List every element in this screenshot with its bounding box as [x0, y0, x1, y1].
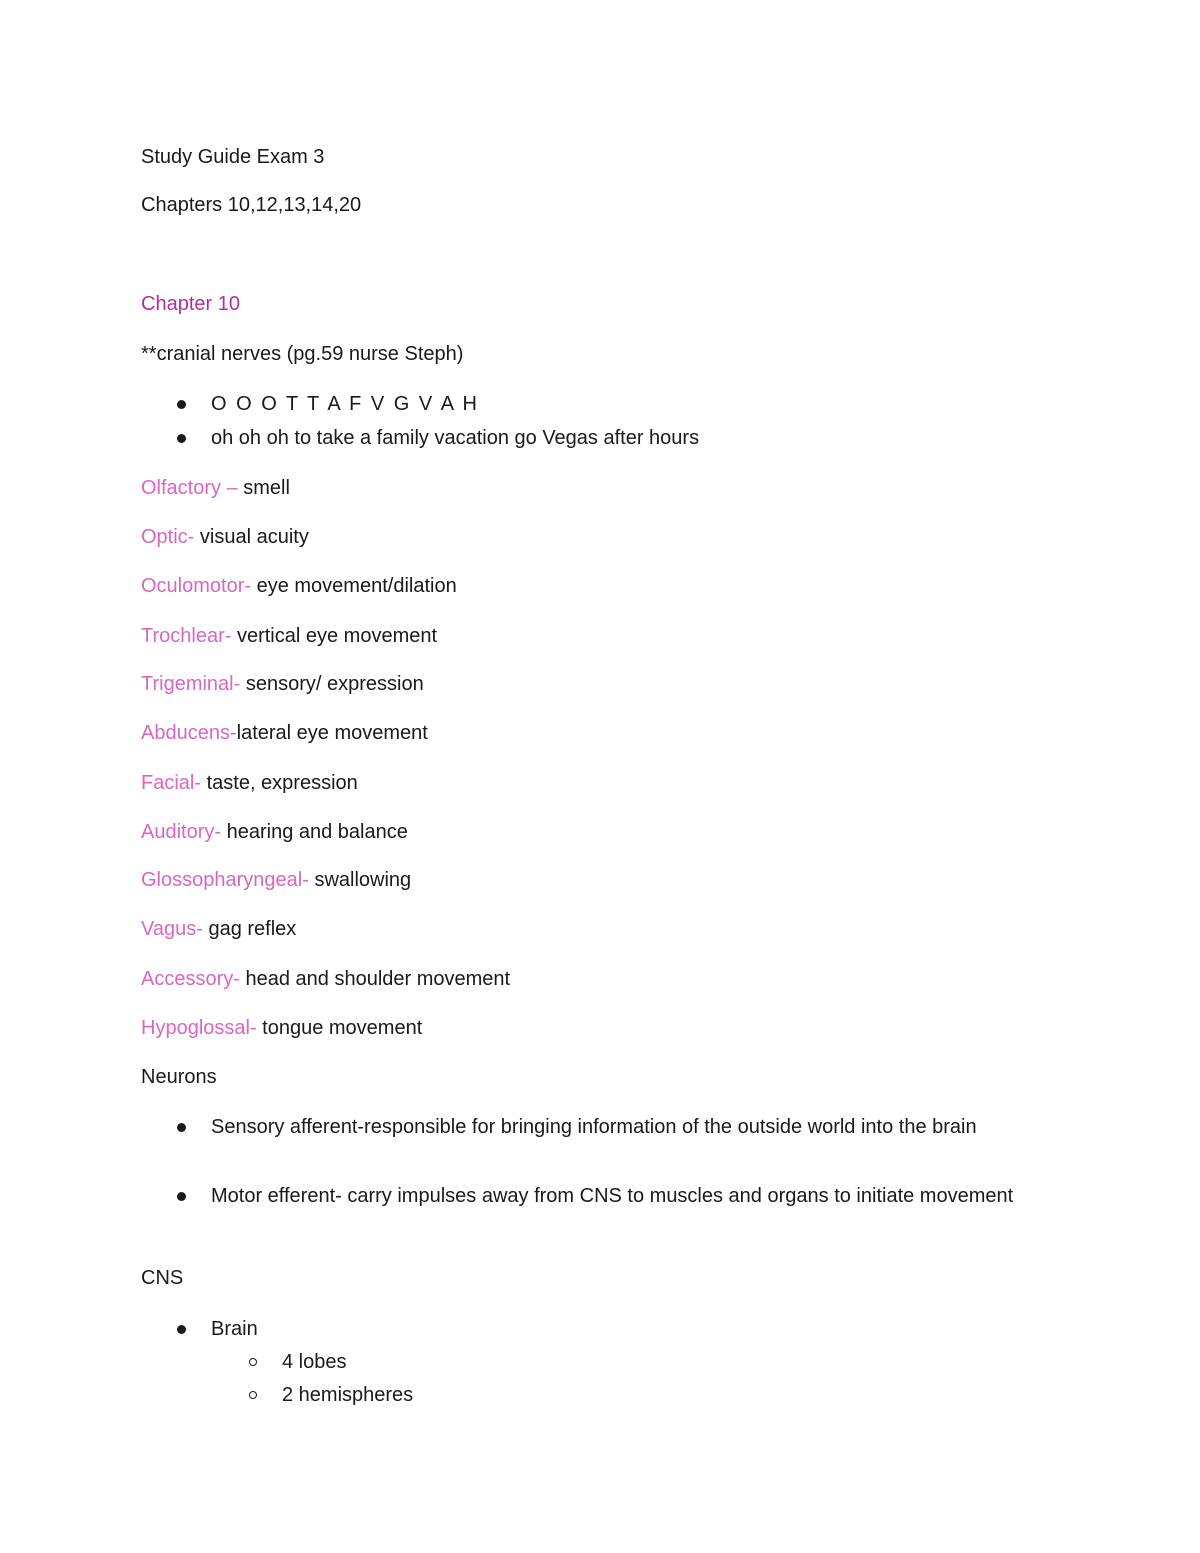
- neuron-motor-text: Motor efferent- carry impulses away from CNS to muscles and organs to initiate movement: [211, 1185, 1014, 1207]
- nerve-vagus: [141, 916, 296, 942]
- nerve-desc: lateral eye movement: [236, 722, 428, 744]
- nerve-desc: visual acuity: [199, 526, 309, 548]
- cns-heading: CNS: [141, 1267, 184, 1289]
- nerve-name: Auditory-: [141, 821, 227, 843]
- brain-sub-text: 2 hemispheres: [282, 1384, 414, 1406]
- nerve-name: Optic-: [141, 526, 200, 548]
- nerve-name: Accessory-: [141, 968, 246, 990]
- nerve-oculomotor: [141, 573, 457, 599]
- bullet-icon: [177, 400, 186, 409]
- chapters-list: Chapters 10,12,13,14,20: [141, 194, 362, 216]
- nerve-name: Vagus-: [141, 918, 209, 940]
- mnemonic-letters: O O O T T A F V G V A H: [211, 393, 479, 415]
- nerve-desc: swallowing: [314, 869, 412, 891]
- nerve-facial: [141, 770, 358, 796]
- nerve-abducens: [141, 720, 428, 746]
- nerve-name: Trochlear-: [141, 625, 237, 647]
- nerve-desc: smell: [243, 477, 290, 499]
- nerve-desc: eye movement/dilation: [256, 575, 457, 597]
- nerve-name: Trigeminal-: [141, 673, 246, 695]
- nerve-hypoglossal: [141, 1015, 422, 1041]
- brain-sub-text: 4 lobes: [282, 1351, 347, 1373]
- nerve-desc: tongue movement: [262, 1017, 423, 1039]
- bullet-icon: [177, 1123, 186, 1132]
- bullet-icon: [177, 1192, 186, 1201]
- nerve-trigeminal: [141, 671, 424, 697]
- bullet-icon: [177, 1325, 186, 1334]
- nerve-name: Olfactory –: [141, 477, 244, 499]
- nerve-accessory: [141, 966, 510, 992]
- cranial-nerves-intro: **cranial nerves (pg.59 nurse Steph): [141, 343, 464, 365]
- nerve-trochlear: [141, 623, 437, 649]
- nerve-desc: hearing and balance: [226, 821, 408, 843]
- nerve-auditory: [141, 819, 408, 845]
- hollow-bullet-icon: [249, 1391, 257, 1399]
- mnemonic-phrase: oh oh oh to take a family vacation go Vegas after hours: [211, 427, 700, 449]
- hollow-bullet-icon: [249, 1358, 257, 1366]
- nerve-name: Oculomotor-: [141, 575, 257, 597]
- nerve-name: Glossopharyngeal-: [141, 869, 315, 891]
- nerve-name: Hypoglossal-: [141, 1017, 263, 1039]
- nerve-desc: vertical eye movement: [236, 625, 438, 647]
- brain-text: Brain: [211, 1318, 258, 1340]
- nerve-name: Abducens-: [141, 722, 237, 744]
- nerve-desc: sensory/ expression: [245, 673, 424, 695]
- nerve-desc: gag reflex: [208, 918, 297, 940]
- nerve-desc: taste, expression: [206, 772, 358, 794]
- neuron-sensory-text: Sensory afferent-responsible for bringing information of the outside world into the brain: [211, 1116, 977, 1138]
- nerve-optic: [141, 524, 309, 550]
- nerve-glossopharyngeal: [141, 867, 411, 893]
- nerve-desc: head and shoulder movement: [245, 968, 511, 990]
- chapter-10-heading: Chapter 10: [141, 293, 240, 315]
- nerve-name: Facial-: [141, 772, 207, 794]
- nerve-olfactory: [141, 475, 290, 501]
- bullet-icon: [177, 434, 186, 443]
- document-title: Study Guide Exam 3: [141, 146, 325, 168]
- neurons-heading: Neurons: [141, 1066, 217, 1088]
